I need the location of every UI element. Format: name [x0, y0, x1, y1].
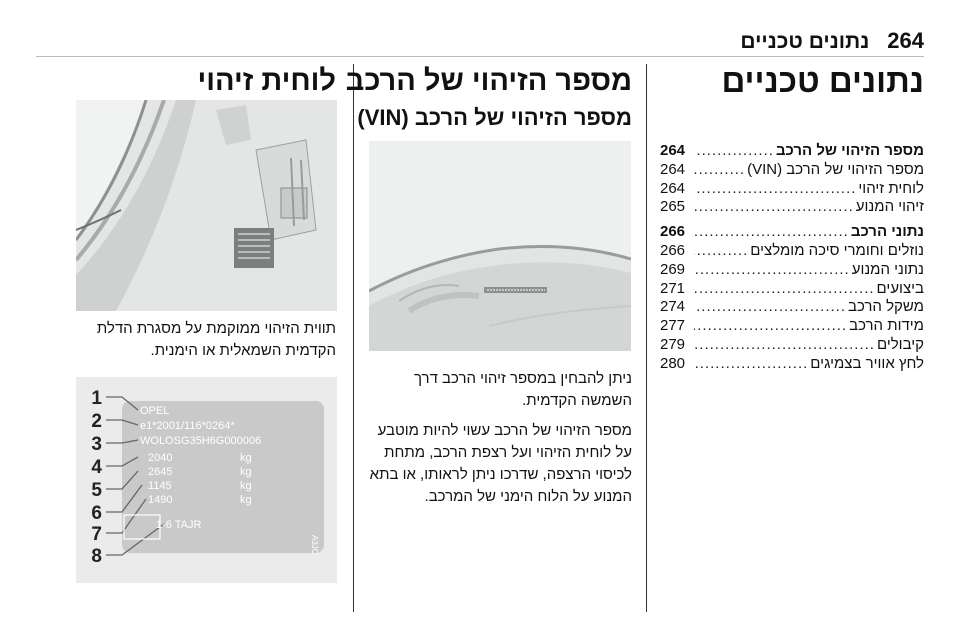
toc-entry[interactable]: [660, 198, 924, 217]
vin-paragraph-1: ניתן להבחין במספר זיהוי הרכב דרך השמשה הקדמית.: [413, 370, 632, 409]
toc-entry[interactable]: [660, 161, 924, 180]
toc-entry-page: 264: [660, 160, 686, 178]
vin-column: [345, 64, 632, 132]
toc-leader-dots: [694, 161, 745, 180]
callout-8: 8: [91, 546, 102, 567]
plate-line-3: WOLOSG35H6G000006: [140, 435, 262, 447]
toc-entry-page: 277: [660, 317, 686, 335]
callout-7: 7: [91, 524, 102, 545]
toc-leader-dots: [694, 142, 774, 161]
running-title: נתונים טכניים: [740, 30, 870, 53]
callout-2: 2: [91, 411, 102, 432]
plate-corner-code: A3JC: [310, 535, 319, 555]
plate-unit-4: kg: [240, 494, 252, 506]
toc-entry-title: מספר הזיהוי של הרכב (VIN): [747, 160, 924, 178]
toc-entry[interactable]: [660, 317, 924, 336]
toc-leader-dots: [694, 317, 847, 336]
chapter-heading: נתונים טכניים: [721, 62, 924, 99]
toc-entry-title: לוחית זיהוי: [858, 179, 924, 197]
toc-entry-title: קיבולים: [876, 335, 924, 353]
id-plate-diagram: [76, 377, 337, 583]
toc-leader-dots: [694, 336, 875, 355]
plate-weight-4: 1490: [148, 494, 173, 506]
toc-leader-dots: [694, 198, 854, 217]
plate-weight-2: 2645: [148, 466, 173, 478]
plate-caption-block: [76, 318, 336, 362]
toc-entry-title: נתוני הרכב: [850, 223, 924, 241]
toc-entry-title: מספר הזיהוי של הרכב: [775, 142, 924, 159]
toc-entry-title: משקל הרכב: [848, 298, 924, 316]
toc-entry-title: נתוני המנוע: [851, 260, 924, 278]
plate-unit-3: kg: [240, 480, 252, 492]
section-heading: מספר הזיהוי של הרכב: [345, 65, 632, 97]
page-header: [656, 28, 924, 54]
toc-entry-title: מידות הרכב: [849, 317, 924, 335]
toc-entry[interactable]: [660, 180, 924, 199]
toc-entry-title: נוזלים וחומרי סיכה מומלצים: [750, 241, 924, 259]
vin-paragraph-2: מספר הזיהוי של הרכב עשוי להיות מוטבע על לוחית הזיהוי ועל רצפת הרכב, מתחת לכיסוי הרצפה, שדרכו ניתן לראותו, או בתא המנוע על הלוח הימני של המרכב.: [369, 422, 632, 505]
callout-5: 5: [91, 480, 102, 501]
toc-entry-page: 280: [660, 354, 686, 372]
vin-text: [368, 368, 632, 508]
toc-leader-dots: [694, 242, 748, 261]
toc-entry-title: זיהוי המנוע: [855, 198, 924, 216]
toc-entry[interactable]: [660, 355, 924, 374]
plate-unit-2: kg: [240, 466, 252, 478]
toc-entry[interactable]: [660, 336, 924, 355]
plate-column: [76, 64, 336, 98]
plate-unit-1: kg: [240, 452, 252, 464]
plate-caption: תווית הזיהוי ממוקמת על מסגרת הדלת הקדמית השמאלית או הימנית.: [96, 320, 336, 359]
toc-leader-dots: [694, 261, 850, 280]
plate-weight-3: 1145: [148, 480, 172, 492]
plate-line-1: OPEL: [140, 405, 170, 417]
plate-line-2: e1*2001/116*0264*: [140, 420, 235, 432]
door-frame-figure: [76, 100, 337, 311]
toc-entry[interactable]: [660, 242, 924, 261]
callout-3: 3: [91, 434, 102, 455]
toc-entry[interactable]: [660, 223, 924, 242]
toc-entry-page: 274: [660, 298, 686, 316]
door-frame-illustration: [76, 100, 337, 311]
toc-entry[interactable]: [660, 298, 924, 317]
callout-4: 4: [91, 457, 102, 478]
toc-list: [660, 142, 924, 374]
windshield-vin-figure: [369, 141, 631, 351]
subsection-heading: מספר הזיהוי של הרכב (VIN): [357, 105, 632, 130]
section-heading-plate: לוחית זיהוי: [197, 65, 336, 97]
toc-entry[interactable]: [660, 142, 924, 161]
column-divider: [353, 64, 354, 612]
toc-entry-title: לחץ אוויר בצמיגים: [810, 354, 924, 372]
toc-leader-dots: [694, 355, 808, 374]
toc-column: [660, 64, 924, 374]
toc-entry-page: 271: [660, 279, 686, 297]
toc-entry-page: 266: [660, 223, 686, 241]
id-plate-figure: [76, 377, 337, 583]
page-number: 264: [887, 28, 924, 53]
toc-entry-title: ביצועים: [876, 279, 924, 297]
toc-entry[interactable]: [660, 280, 924, 299]
toc-leader-dots: [694, 223, 849, 242]
toc-entry-page: 279: [660, 335, 686, 353]
windshield-illustration: [369, 141, 631, 351]
toc-entry-page: 266: [660, 241, 686, 259]
toc-entry-page: 264: [660, 142, 686, 159]
column-divider: [646, 64, 647, 612]
callout-6: 6: [91, 503, 102, 524]
toc-leader-dots: [694, 280, 875, 299]
plate-weight-1: 2040: [148, 452, 173, 464]
toc-entry-page: 269: [660, 260, 686, 278]
toc-leader-dots: [694, 180, 856, 199]
header-rule: [36, 56, 924, 57]
plate-bottom-code: 1-6 TAJR: [156, 519, 202, 531]
toc-leader-dots: [694, 298, 846, 317]
toc-entry-page: 264: [660, 179, 686, 197]
toc-entry-page: 265: [660, 198, 686, 216]
toc-entry[interactable]: [660, 261, 924, 280]
callout-1: 1: [91, 388, 102, 409]
